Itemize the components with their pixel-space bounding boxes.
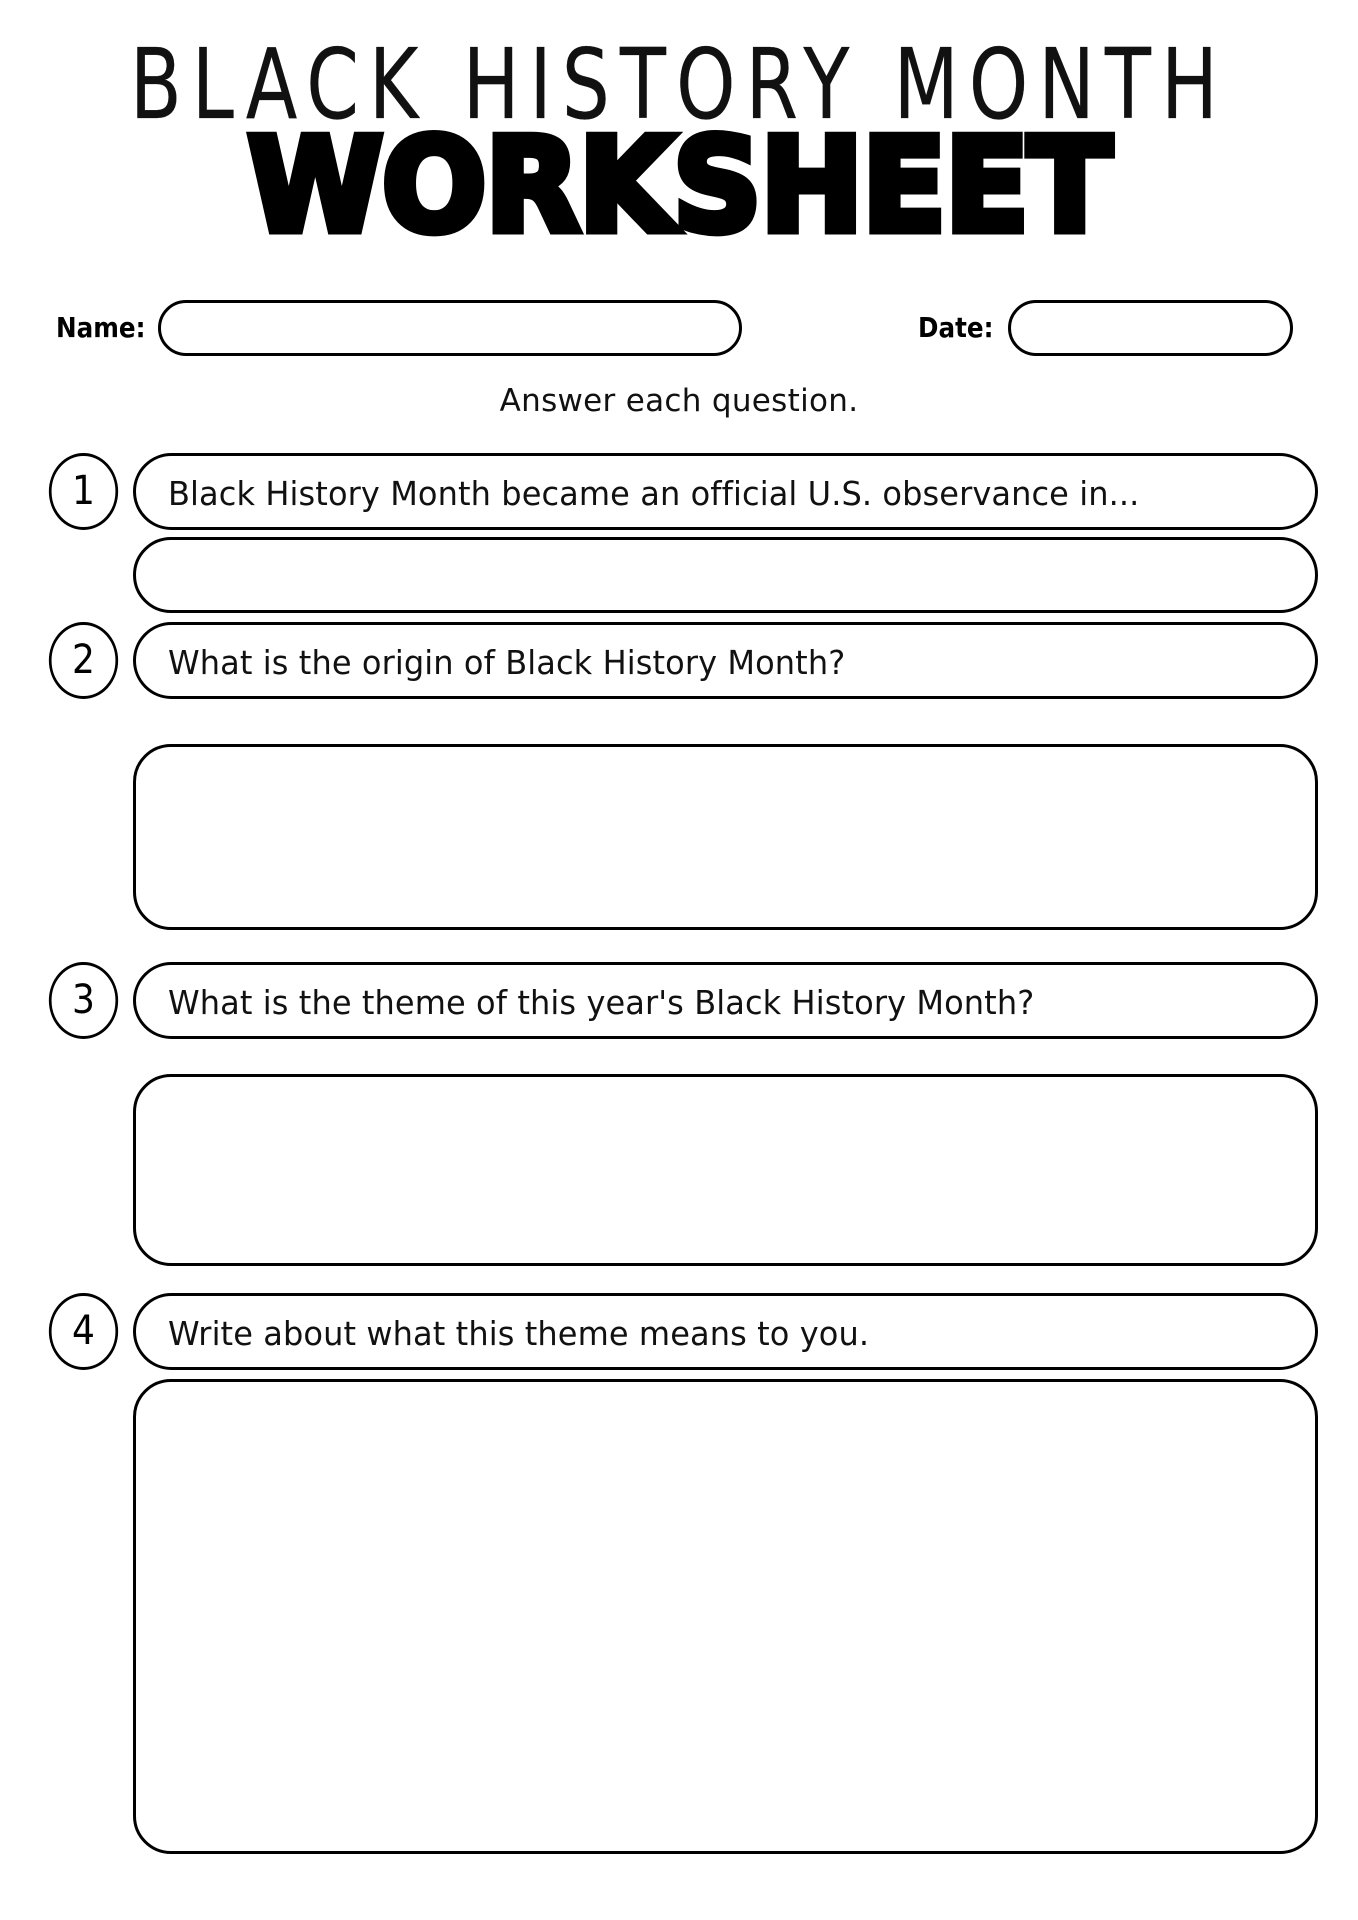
answer-box-1[interactable]	[133, 537, 1318, 613]
page-eyebrow-title: BLACK HISTORY MONTH	[130, 29, 1228, 142]
question-prompt-text-3: What is the theme of this year's Black History Month?	[168, 983, 1035, 1022]
instruction-text: Answer each question.	[499, 383, 859, 419]
name-label: Name:	[56, 311, 146, 344]
page-title: WORKSHEET	[247, 110, 1111, 261]
question-prompt-text-4: Write about what this theme means to you.	[168, 1314, 870, 1353]
answer-box-4[interactable]	[133, 1379, 1318, 1854]
answer-box-2[interactable]	[133, 744, 1318, 930]
date-label: Date:	[918, 311, 994, 344]
question-prompt-text-1: Black History Month became an official U.S. observance in...	[168, 474, 1140, 513]
question-number-3: 3	[49, 962, 118, 1039]
question-number-2: 2	[49, 622, 118, 699]
question-prompt-box-3	[133, 962, 1318, 1039]
question-number-4: 4	[49, 1293, 118, 1370]
name-date-row	[0, 297, 1358, 359]
question-prompt-box-4	[133, 1293, 1318, 1370]
name-input[interactable]	[158, 300, 742, 356]
question-prompt-box-2	[133, 622, 1318, 699]
answer-box-3[interactable]	[133, 1074, 1318, 1266]
question-prompt-box-1	[133, 453, 1318, 530]
question-number-1: 1	[49, 453, 118, 530]
question-prompt-text-2: What is the origin of Black History Month?	[168, 643, 846, 682]
date-input[interactable]	[1008, 300, 1293, 356]
